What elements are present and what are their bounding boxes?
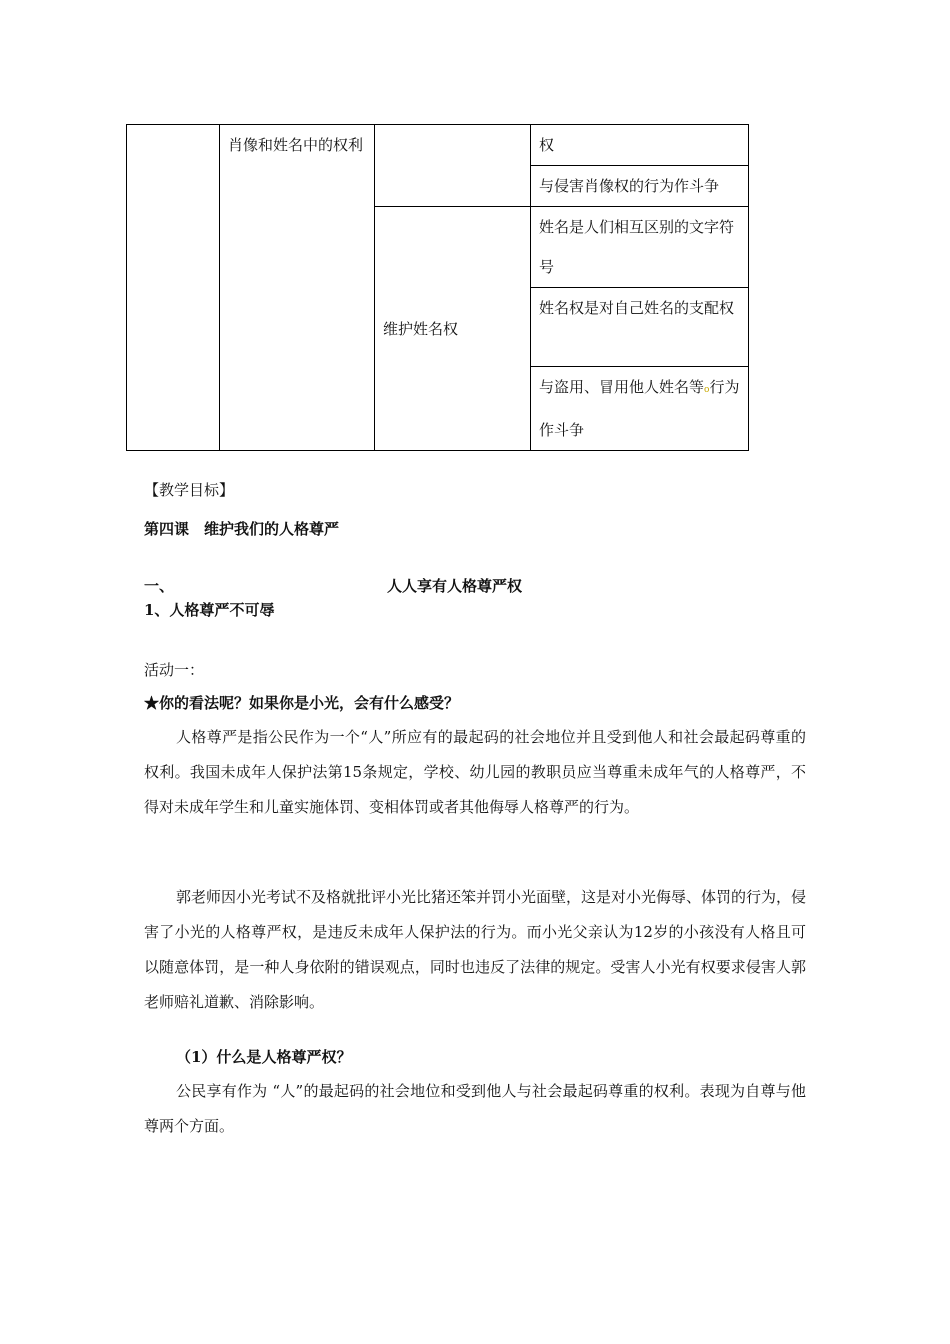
table-name-right-label: 维护姓名权 bbox=[375, 207, 531, 451]
table-cell: 权 bbox=[531, 125, 749, 166]
question-1: （1）什么是人格尊严权？ bbox=[176, 1048, 352, 1066]
table-cell-text-a: 与盗用、冒用他人姓名等 bbox=[539, 378, 705, 396]
table-cell: 与侵害肖像权的行为作斗争 bbox=[531, 166, 749, 207]
paragraph-1: 人格尊严是指公民作为一个“人”所应有的最起码的社会地位并且受到他人和社会最起码尊重的权利。我国未成年人保护法第15条规定，学校、幼儿园的教职员应当尊重未成年气的人格尊严，不得对未成年学生和儿童实施体罚、变相体罚或者其他侮辱人格尊严的行为。 bbox=[144, 728, 806, 816]
paragraph-3: 公民享有作为 “人”的最起码的社会地位和受到他人与社会最起码尊重的权利。表现为自尊与他尊两个方面。 bbox=[144, 1082, 806, 1135]
table-empty-cell bbox=[127, 125, 220, 451]
table-portrait-right-cell bbox=[375, 125, 531, 207]
rights-table bbox=[126, 124, 749, 451]
table-row-label: 肖像和姓名中的权利 bbox=[220, 125, 375, 451]
question-line: ★你的看法呢？如果你是小光，会有什么感受？ bbox=[144, 694, 460, 712]
lesson-title: 第四课 维护我们的人格尊严 bbox=[144, 520, 340, 538]
table-cell bbox=[531, 367, 749, 451]
table-cell-text-b: 行为作斗争 bbox=[539, 378, 740, 439]
table-cell: 姓名权是对自己姓名的支配权 bbox=[531, 288, 749, 367]
table-cell: 姓名是人们相互区别的文字符号 bbox=[531, 207, 749, 288]
part-number: 一、 bbox=[144, 577, 175, 595]
sub-title: 1、人格尊严不可辱 bbox=[144, 601, 275, 619]
teaching-goal-heading: 【教学目标】 bbox=[144, 481, 235, 499]
part-title: 人人享有人格尊严权 bbox=[387, 577, 523, 595]
activity-label: 活动一： bbox=[144, 661, 205, 679]
stray-mark: o bbox=[704, 385, 710, 395]
paragraph-2: 郭老师因小光考试不及格就批评小光比猪还笨并罚小光面壁，这是对小光侮辱、体罚的行为，侵害了小光的人格尊严权，是违反未成年人保护法的行为。而小光父亲认为12岁的小孩没有人格且可以随意体罚，是一种人身依附的错误观点，同时也违反了法律的规定。受害人小光有权要求侵害人郭老师赔礼道歉、消除影响。 bbox=[144, 888, 807, 1011]
